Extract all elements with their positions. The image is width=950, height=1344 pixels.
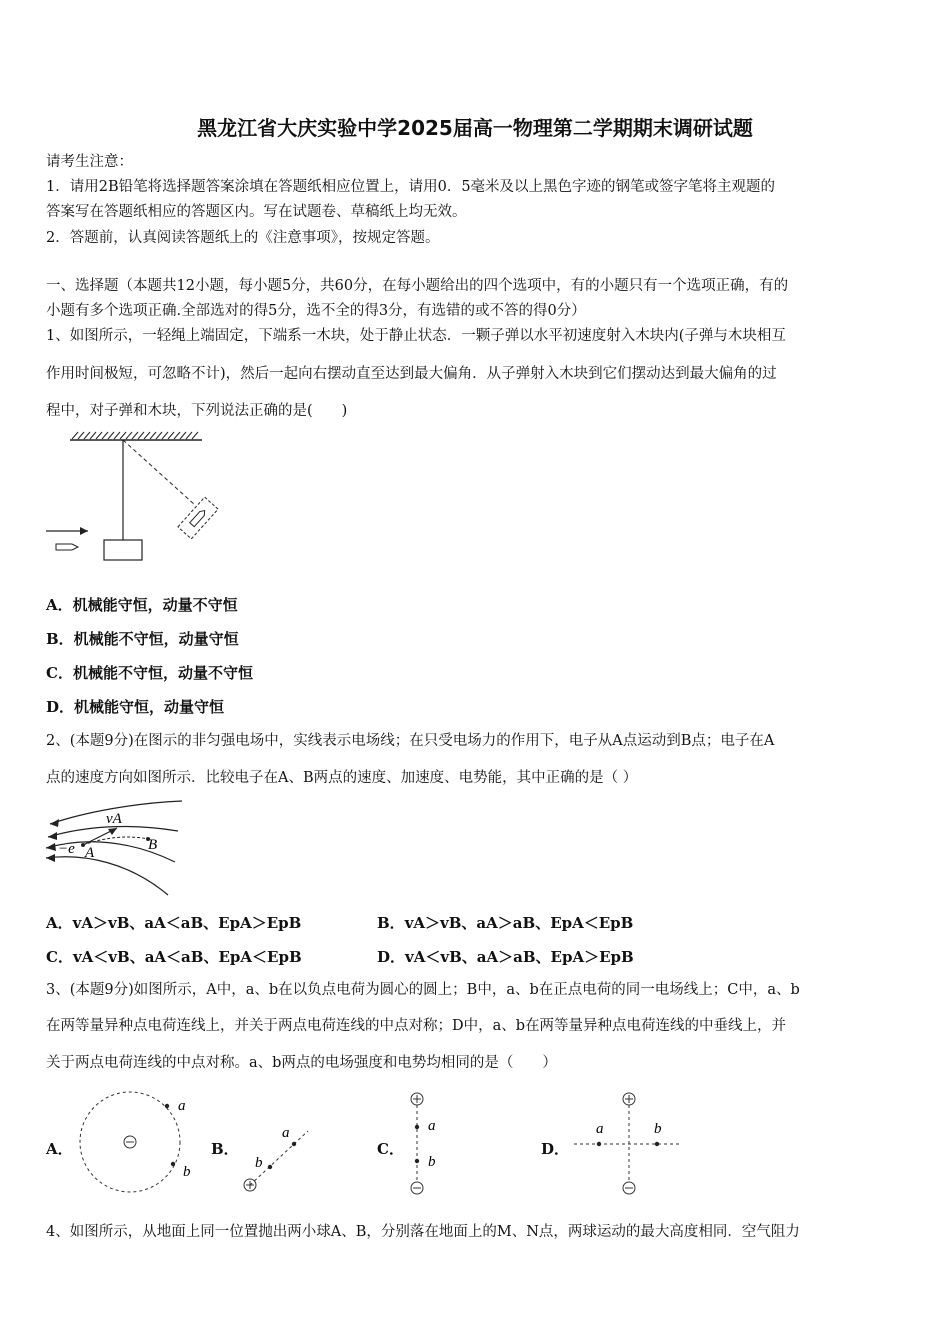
q3b-label-b: b — [255, 1155, 263, 1171]
q3-line-1: 3、(本题9分)如图所示，A中，a、b在以负点电荷为圆心的圆上；B中，a、b在正点电荷的同一电场线上；C中，a、b — [46, 982, 800, 998]
q3-figure-b — [238, 1115, 318, 1200]
q3d-label-a: a — [596, 1121, 604, 1137]
notice-line-1b: 答案写在答题纸相应的答题区内。写在试题卷、草稿纸上均无效。 — [46, 204, 467, 220]
q3a-label-a: a — [178, 1098, 186, 1114]
section1-line-1: 一、选择题（本题共12小题，每小题5分，共60分，在每小题给出的四个选项中，有的小题只有一个选项正确，有的 — [46, 278, 789, 294]
notice-line-2: 2．答题前，认真阅读答题纸上的《注意事项》，按规定答题。 — [46, 230, 440, 246]
q2-option-b-text: vA＞vB、aA＞aB、EpA＜EpB — [404, 914, 634, 932]
q3-line-2: 在两等量异种点电荷连线上，并关于两点电荷连线的中点对称；D中，a、b在两等量异种点电荷连线的中垂线上，并 — [46, 1018, 787, 1034]
q2-option-d-text: vA＜vB、aA＞aB、EpA＞EpB — [405, 948, 634, 966]
q3-figure-c — [400, 1090, 460, 1200]
q4-line-1: 4、如图所示，从地面上同一位置抛出两小球A、B，分别落在地面上的M、N点，两球运动的最大高度相同．空气阻力 — [46, 1224, 800, 1240]
q2-option-d-letter: D． — [377, 948, 406, 966]
q2-option-a-text: vA＞vB、aA＜aB、EpA＞EpB — [72, 914, 302, 932]
q3-option-b[interactable]: B． — [211, 1140, 239, 1158]
q2-label-b: B — [148, 837, 158, 853]
q2-field-figure — [40, 797, 190, 902]
page-title: 黑龙江省大庆实验中学2025届高一物理第二学期期末调研试题 — [197, 116, 753, 140]
q2-label-va: vA — [106, 811, 122, 827]
q3-option-c[interactable]: C． — [377, 1140, 404, 1158]
q3-option-d[interactable]: D． — [541, 1140, 570, 1158]
q3c-label-a: a — [428, 1118, 436, 1134]
q3a-label-b: b — [183, 1164, 191, 1180]
q1-pendulum-figure — [40, 430, 230, 565]
q2-line-1: 2、(本题9分)在图示的非匀强电场中，实线表示电场线；在只受电场力的作用下，电子从A点运动到B点；电子在A — [46, 733, 775, 749]
q2-option-c[interactable] — [46, 946, 302, 967]
q3-figure-a — [75, 1090, 205, 1200]
notice-line-1a: 1．请用2B铅笔将选择题答案涂填在答题纸相应位置上，请用0．5毫米及以上黑色字迹的钢笔或签字笔将主观题的 — [46, 179, 776, 195]
section1-line-2: 小题有多个选项正确.全部选对的得5分，选不全的得3分，有选错的或不答的得0分） — [46, 303, 586, 319]
q3-figure-d — [570, 1090, 690, 1200]
q2-option-c-letter: C． — [46, 948, 73, 966]
notice-heading: 请考生注意： — [46, 154, 133, 170]
q3b-label-a: a — [282, 1125, 290, 1141]
q1-line-3: 程中，对子弹和木块，下列说法正确的是( ) — [46, 403, 348, 419]
q1-option-c[interactable]: C．机械能不守恒，动量不守恒 — [46, 664, 253, 682]
q2-line-2: 点的速度方向如图所示．比较电子在A、B两点的速度、加速度、电势能，其中正确的是（ ） — [46, 770, 638, 786]
q2-label-a: A — [85, 845, 95, 861]
q2-option-b[interactable] — [377, 912, 633, 933]
q2-option-a[interactable] — [46, 912, 301, 933]
q3c-label-b: b — [428, 1154, 436, 1170]
q2-label-e: −e — [58, 841, 75, 857]
q1-option-a[interactable]: A．机械能守恒，动量不守恒 — [46, 596, 238, 614]
q2-option-d[interactable] — [377, 946, 634, 967]
q3d-label-b: b — [654, 1121, 662, 1137]
q1-line-1: 1、如图所示，一轻绳上端固定，下端系一木块，处于静止状态．一颗子弹以水平初速度射入木块内(子弹与木块相互 — [46, 328, 786, 344]
q3-line-3: 关于两点电荷连线的中点对称。a、b两点的电场强度和电势均相同的是（ ） — [46, 1055, 557, 1071]
q2-option-a-letter: A． — [46, 914, 73, 932]
q1-option-d[interactable]: D．机械能守恒，动量守恒 — [46, 698, 225, 716]
q3-option-a[interactable]: A． — [46, 1140, 73, 1158]
q2-option-c-text: vA＜vB、aA＜aB、EpA＜EpB — [72, 948, 302, 966]
q1-line-2: 作用时间极短，可忽略不计)，然后一起向右摆动直至达到最大偏角．从子弹射入木块到它们摆动达到最大偏角的过 — [46, 366, 777, 382]
q2-option-b-letter: B． — [377, 914, 405, 932]
q1-option-b[interactable]: B．机械能不守恒，动量守恒 — [46, 630, 239, 648]
